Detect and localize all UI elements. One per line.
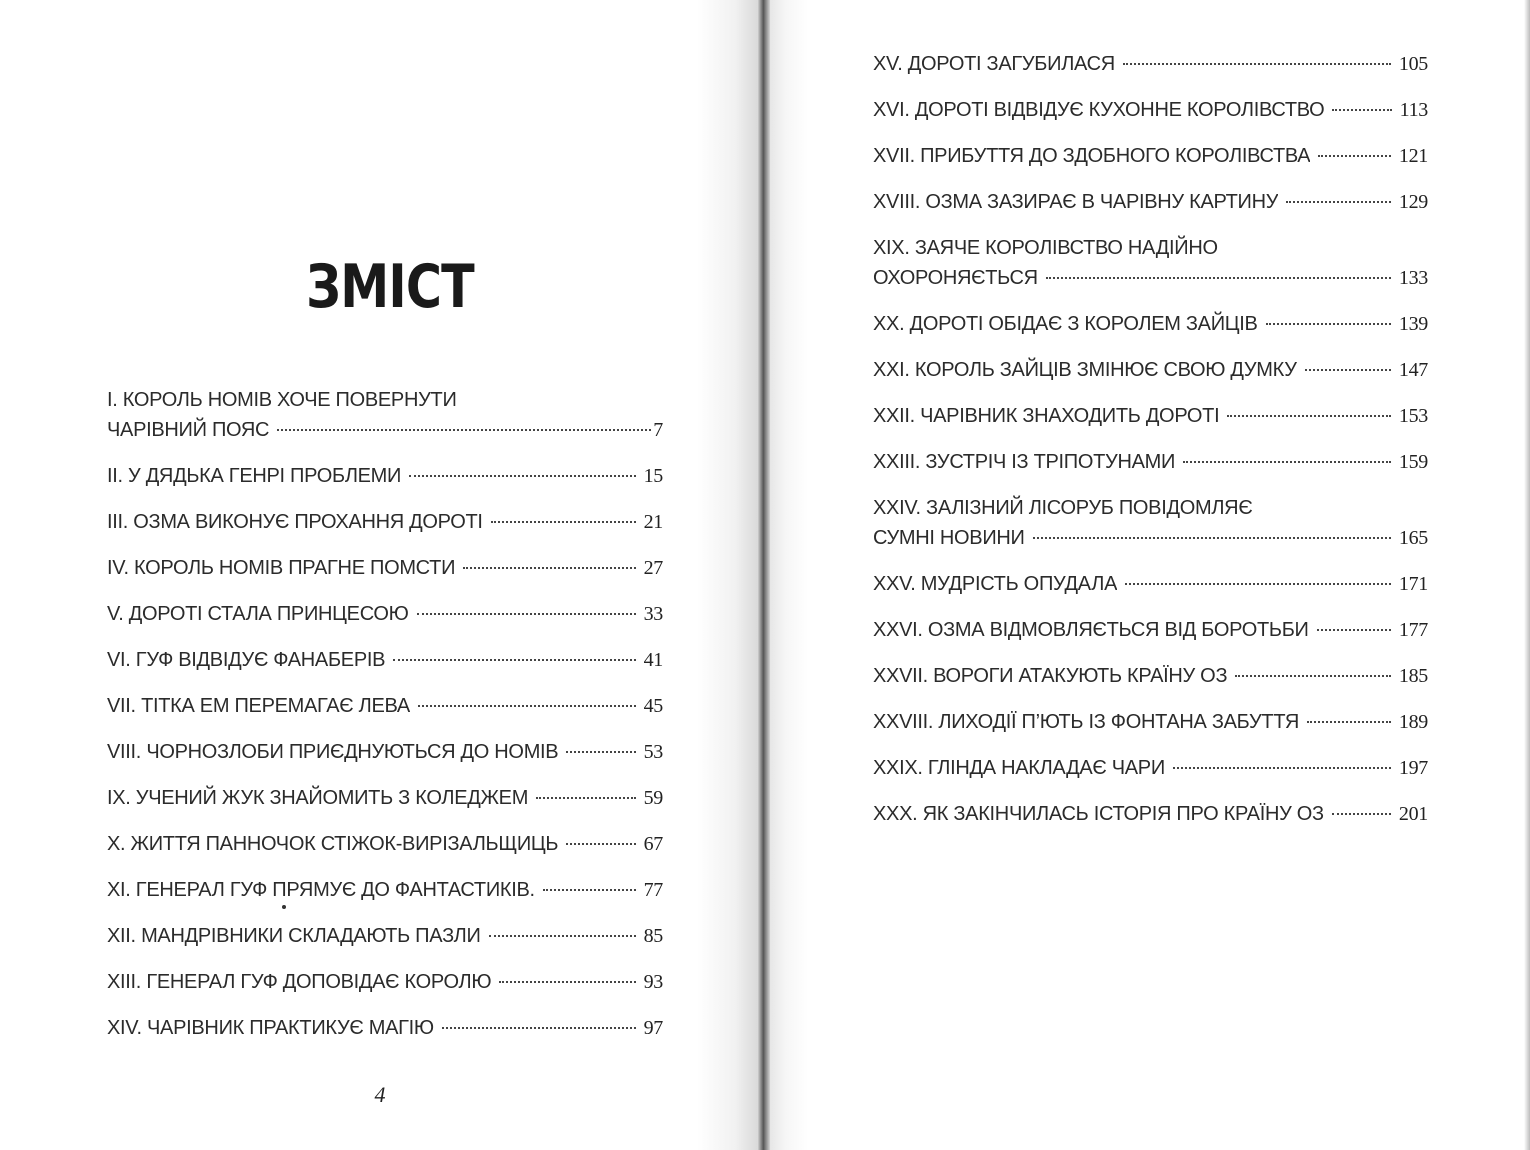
dot-leader xyxy=(491,521,636,523)
toc-entry-title-line2: СУМНІ НОВИНИ xyxy=(873,527,1025,549)
toc-entry-page: 113 xyxy=(1399,99,1428,121)
toc-entry[interactable] xyxy=(107,599,663,629)
dot-leader xyxy=(442,1027,636,1029)
toc-entry[interactable] xyxy=(107,1013,663,1043)
dot-leader xyxy=(277,429,651,431)
dot-leader xyxy=(499,981,635,983)
dot-leader xyxy=(1317,629,1391,631)
right-page xyxy=(770,0,1530,1150)
toc-entry[interactable] xyxy=(873,615,1428,645)
dot-leader xyxy=(1033,537,1391,539)
toc-entry-title: VII. ТІТКА ЕМ ПЕРЕМАГАЄ ЛЕВА xyxy=(107,695,410,717)
dot-leader xyxy=(543,889,636,891)
toc-entry-title: XX. ДОРОТІ ОБІДАЄ З КОРОЛЕМ ЗАЙЦІВ xyxy=(873,313,1258,335)
toc-entry-title: XXI. КОРОЛЬ ЗАЙЦІВ ЗМІНЮЄ СВОЮ ДУМКУ xyxy=(873,359,1297,381)
toc-entry-title-line1: I. КОРОЛЬ НОМІВ ХОЧЕ ПОВЕРНУТИ xyxy=(107,389,457,411)
toc-entry-title: VI. ГУФ ВІДВІДУЄ ФАНАБЕРІВ xyxy=(107,649,386,671)
toc-list-left xyxy=(107,385,663,1059)
toc-entry-page: 105 xyxy=(1398,53,1428,75)
dot-leader xyxy=(463,567,635,569)
toc-entry-title: XIII. ГЕНЕРАЛ ГУФ ДОПОВІДАЄ КОРОЛЮ xyxy=(107,971,492,993)
toc-entry-title-line1: XIX. ЗАЯЧЕ КОРОЛІВСТВО НАДІЙНО xyxy=(873,237,1218,259)
toc-entry[interactable] xyxy=(873,401,1428,431)
toc-entry[interactable] xyxy=(107,829,663,859)
dot-leader xyxy=(1125,583,1391,585)
toc-entry-title: III. ОЗМА ВИКОНУЄ ПРОХАННЯ ДОРОТІ xyxy=(107,511,483,533)
toc-entry-title: VIII. ЧОРНОЗЛОБИ ПРИЄДНУЮТЬСЯ ДО НОМІВ xyxy=(107,741,559,763)
toc-entry[interactable] xyxy=(107,921,663,951)
toc-entry[interactable] xyxy=(107,783,663,813)
toc-entry-page: 21 xyxy=(643,511,663,533)
toc-entry[interactable] xyxy=(873,707,1428,737)
toc-entry-page: 147 xyxy=(1398,359,1428,381)
toc-entry-page: 41 xyxy=(643,649,663,671)
dot-leader xyxy=(1318,155,1391,157)
toc-entry[interactable] xyxy=(873,661,1428,691)
toc-entry-title: V. ДОРОТІ СТАЛА ПРИНЦЕСОЮ xyxy=(107,603,409,625)
toc-entry-title: XVII. ПРИБУТТЯ ДО ЗДОБНОГО КОРОЛІВСТВА xyxy=(873,145,1311,167)
dot-leader xyxy=(566,843,635,845)
toc-entry-page: 177 xyxy=(1398,619,1428,641)
toc-entry-title: XII. МАНДРІВНИКИ СКЛАДАЮТЬ ПАЗЛИ xyxy=(107,925,481,947)
toc-entry[interactable] xyxy=(873,187,1428,217)
toc-entry-title: XXVII. ВОРОГИ АТАКУЮТЬ КРАЇНУ ОЗ xyxy=(873,665,1228,687)
dot-leader xyxy=(1123,63,1391,65)
toc-entry-page: 27 xyxy=(643,557,663,579)
dot-leader xyxy=(566,751,635,753)
toc-entry-title: IX. УЧЕНИЙ ЖУК ЗНАЙОМИТЬ З КОЛЕДЖЕМ xyxy=(107,787,529,809)
toc-entry-title: X. ЖИТТЯ ПАННОЧОК СТІЖОК-ВИРІЗАЛЬЩИЦЬ xyxy=(107,833,559,855)
toc-entry-page: 159 xyxy=(1398,451,1428,473)
toc-entry-page: 129 xyxy=(1398,191,1428,213)
dot-leader xyxy=(1307,721,1391,723)
dot-leader xyxy=(1173,767,1391,769)
dot-leader xyxy=(1235,675,1391,677)
toc-entry[interactable] xyxy=(873,141,1428,171)
toc-entry-title: XXVI. ОЗМА ВІДМОВЛЯЄТЬСЯ ВІД БОРОТЬБИ xyxy=(873,619,1309,641)
page-edge xyxy=(1524,0,1530,1150)
toc-entry-page: 33 xyxy=(643,603,663,625)
dot-leader xyxy=(1183,461,1391,463)
toc-entry-page: 197 xyxy=(1398,757,1428,779)
toc-entry-title: IV. КОРОЛЬ НОМІВ ПРАГНЕ ПОМСТИ xyxy=(107,557,456,579)
toc-entry-page: 67 xyxy=(643,833,663,855)
toc-entry-page: 201 xyxy=(1398,803,1428,825)
toc-entry-page: 93 xyxy=(643,971,663,993)
toc-entry-title: XIV. ЧАРІВНИК ПРАКТИКУЄ МАГІЮ xyxy=(107,1017,434,1039)
toc-entry-page: 153 xyxy=(1398,405,1428,427)
dot-leader xyxy=(1046,277,1391,279)
toc-entry-title: XXIX. ГЛІНДА НАКЛАДАЄ ЧАРИ xyxy=(873,757,1165,779)
toc-entry-page: 77 xyxy=(643,879,663,901)
toc-entry-page: 97 xyxy=(643,1017,663,1039)
toc-entry[interactable] xyxy=(107,507,663,537)
toc-entry-title: XVI. ДОРОТІ ВІДВІДУЄ КУХОННЕ КОРОЛІВСТВО xyxy=(873,99,1325,121)
dot-leader xyxy=(409,475,635,477)
dot-leader xyxy=(1286,201,1391,203)
toc-entry-page: 85 xyxy=(643,925,663,947)
toc-entry-title: XXIII. ЗУСТРІЧ ІЗ ТРІПОТУНАМИ xyxy=(873,451,1176,473)
toc-entry-title: XXVIII. ЛИХОДІЇ П’ЮТЬ ІЗ ФОНТАНА ЗАБУТТЯ xyxy=(873,711,1299,733)
toc-entry-page: 121 xyxy=(1398,145,1428,167)
dot-leader xyxy=(417,613,636,615)
toc-entry[interactable] xyxy=(873,49,1428,79)
toc-entry[interactable] xyxy=(873,233,1428,293)
toc-entry-page: 45 xyxy=(643,695,663,717)
page-number: 4 xyxy=(374,1082,386,1107)
left-page xyxy=(0,0,758,1150)
toc-entry[interactable] xyxy=(873,355,1428,385)
dot-leader xyxy=(1227,415,1391,417)
toc-entry-title-line2: ЧАРІВНИЙ ПОЯС xyxy=(107,419,270,441)
toc-entry-page: 59 xyxy=(643,787,663,809)
toc-entry[interactable] xyxy=(107,385,663,445)
toc-entry[interactable] xyxy=(107,967,663,997)
toc-entry-title: II. У ДЯДЬКА ГЕНРІ ПРОБЛЕМИ xyxy=(107,465,402,487)
toc-entry-page: 15 xyxy=(643,465,663,487)
toc-entry[interactable] xyxy=(873,95,1428,125)
book-gutter xyxy=(758,0,770,1150)
print-speck xyxy=(282,905,286,909)
toc-entry[interactable] xyxy=(107,461,663,491)
toc-entry-title: XXX. ЯК ЗАКІНЧИЛАСЬ ІСТОРІЯ ПРО КРАЇНУ ОЗ xyxy=(873,803,1324,825)
dot-leader xyxy=(1305,369,1391,371)
toc-list-right xyxy=(873,49,1428,845)
toc-entry[interactable] xyxy=(107,875,663,905)
toc-entry[interactable] xyxy=(873,753,1428,783)
toc-entry[interactable] xyxy=(107,553,663,583)
dot-leader xyxy=(393,659,635,661)
toc-entry-page: 165 xyxy=(1398,527,1428,549)
toc-entry-title: XV. ДОРОТІ ЗАГУБИЛАСЯ xyxy=(873,53,1115,75)
toc-entry[interactable] xyxy=(873,799,1428,829)
toc-entry-title: XI. ГЕНЕРАЛ ГУФ ПРЯМУЄ ДО ФАНТАСТИКІВ. xyxy=(107,879,535,901)
dot-leader xyxy=(489,935,636,937)
page-title: ЗМІСТ xyxy=(306,252,474,322)
toc-entry-page: 7 xyxy=(653,419,663,441)
toc-entry[interactable] xyxy=(873,569,1428,599)
toc-entry[interactable] xyxy=(873,309,1428,339)
toc-entry[interactable] xyxy=(873,447,1428,477)
toc-entry-page: 53 xyxy=(643,741,663,763)
toc-entry-page: 133 xyxy=(1398,267,1428,289)
dot-leader xyxy=(1332,813,1391,815)
toc-entry[interactable] xyxy=(107,645,663,675)
toc-entry[interactable] xyxy=(873,493,1428,553)
toc-entry-title: XXII. ЧАРІВНИК ЗНАХОДИТЬ ДОРОТІ xyxy=(873,405,1220,427)
dot-leader xyxy=(1266,323,1391,325)
dot-leader xyxy=(536,797,636,799)
toc-entry[interactable] xyxy=(107,691,663,721)
toc-entry-title: XVIII. ОЗМА ЗАЗИРАЄ В ЧАРІВНУ КАРТИНУ xyxy=(873,191,1279,213)
toc-entry-page: 189 xyxy=(1398,711,1428,733)
toc-entry-page: 139 xyxy=(1398,313,1428,335)
dot-leader xyxy=(1332,109,1391,111)
toc-entry-title: XXV. МУДРІСТЬ ОПУДАЛА xyxy=(873,573,1118,595)
toc-entry-title-line1: XXIV. ЗАЛІЗНИЙ ЛІСОРУБ ПОВІДОМЛЯЄ xyxy=(873,497,1253,519)
toc-entry-page: 171 xyxy=(1398,573,1428,595)
toc-entry[interactable] xyxy=(107,737,663,767)
toc-entry-title-line2: ОХОРОНЯЄТЬСЯ xyxy=(873,267,1038,289)
dot-leader xyxy=(418,705,636,707)
toc-entry-page: 185 xyxy=(1398,665,1428,687)
